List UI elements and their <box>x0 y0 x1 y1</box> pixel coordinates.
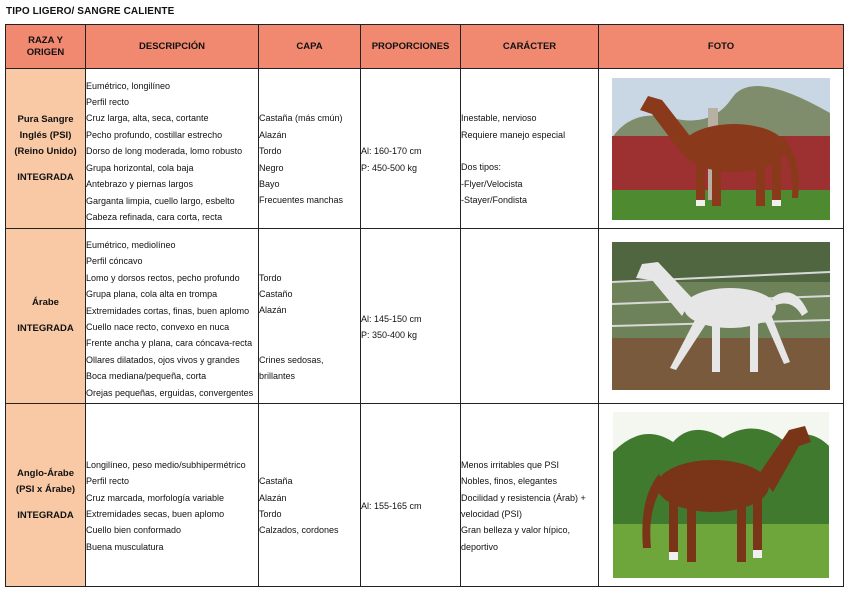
breed-name-line: Inglés (PSI) <box>19 129 72 141</box>
text-line: Castaña <box>259 476 293 487</box>
grey-arabian-horse-photo <box>612 242 830 390</box>
text-line: Requiere manejo especial <box>461 129 566 140</box>
text-line: Alazán <box>259 305 287 316</box>
capa-cell <box>259 69 361 229</box>
breed-name-line: Pura Sangre <box>17 113 74 125</box>
text-line: Lomo y dorsos rectos, pecho profundo <box>86 272 240 283</box>
chestnut-horse-photo <box>612 78 830 220</box>
status-label: INTEGRADA <box>17 323 74 334</box>
text-line: Tordo <box>259 146 282 157</box>
text-line: P: 450-500 kg <box>361 162 418 173</box>
text-line: Cruz larga, alta, seca, cortante <box>86 113 209 124</box>
text-line: P: 350-400 kg <box>361 330 418 340</box>
text-line: Tordo <box>259 509 282 519</box>
text-line: Alazán <box>259 129 287 140</box>
capa-cell <box>259 229 361 404</box>
text-line: Bayo <box>259 178 280 189</box>
text-line: Grupa horizontal, cola baja <box>86 162 194 173</box>
text-line: Cuello bien conformado <box>86 525 182 536</box>
text-line: Boca mediana/pequeña, corta <box>86 371 207 382</box>
text-line: Dorso de long moderada, lomo robusto <box>86 146 243 157</box>
text-line: Alazán <box>259 492 287 503</box>
text-line: Docilidad y resistencia (Árab) + <box>461 492 586 503</box>
text-line: Frente ancha y plana, cara cóncava-recta <box>86 338 253 349</box>
text-line: Cabeza refinada, cara corta, recta <box>86 211 223 222</box>
text-line: Orejas pequeñas, erguidas, convergentes <box>86 387 254 398</box>
breed-name-line: Anglo-Árabe <box>17 468 74 479</box>
text-line: Tordo <box>259 272 282 283</box>
descripcion-cell <box>86 404 259 587</box>
breed-name-line: Árabe <box>32 297 59 308</box>
text-line: Calzados, cordones <box>259 525 339 536</box>
text-line: -Stayer/Fondista <box>461 195 528 206</box>
breed-cell <box>6 69 86 229</box>
text-line: Cruz marcada, morfología variable <box>86 492 225 503</box>
text-line: Pecho profundo, costillar estrecho <box>86 129 223 140</box>
breed-cell <box>6 404 86 587</box>
text-line: Crines sedosas, <box>259 354 324 365</box>
text-line: Inestable, nervioso <box>461 113 537 124</box>
text-line: Frecuentes manchas <box>259 195 344 206</box>
text-line: velocidad (PSI) <box>461 509 523 519</box>
caracter-cell <box>461 404 599 587</box>
header-caracter: CARÁCTER <box>461 25 599 69</box>
breed-name-line: (PSI x Árabe) <box>15 484 76 495</box>
text-line: -Flyer/Velocista <box>461 178 523 189</box>
text-line: Perfil recto <box>86 476 130 487</box>
text-line: Perfil recto <box>86 97 130 108</box>
breed-name-line: (Reino Unido) <box>14 145 77 157</box>
text-line: Garganta limpia, cuello largo, esbelto <box>86 195 235 206</box>
photo-cell <box>599 404 844 587</box>
text-line: brillantes <box>259 371 296 381</box>
text-line: Eumétrico, mediolíneo <box>86 239 176 250</box>
table-row <box>6 404 844 587</box>
text-line: Extremidades cortas, finas, buen aplomo <box>86 305 250 316</box>
text-line: Cuello nace recto, convexo en nuca <box>86 322 230 332</box>
header-foto: FOTO <box>599 25 844 69</box>
proporciones-cell <box>361 404 461 587</box>
header-raza: RAZA Y ORIGEN <box>6 25 86 69</box>
text-line: Eumétrico, longilíneo <box>86 80 171 91</box>
proporciones-cell <box>361 69 461 229</box>
breed-table <box>5 24 844 587</box>
text-line: Longilíneo, peso medio/subhipermétrico <box>86 459 246 470</box>
table-row <box>6 69 844 229</box>
page-title: TIPO LIGERO/ SANGRE CALIENTE <box>6 6 175 17</box>
text-line: Dos tipos: <box>461 162 502 173</box>
text-line: Al: 155-165 cm <box>361 500 422 511</box>
text-line: Negro <box>259 162 284 173</box>
proporciones-cell <box>361 229 461 404</box>
header-proporciones: PROPORCIONES <box>361 25 461 69</box>
text-line: Al: 145-150 cm <box>361 313 422 324</box>
photo-cell <box>599 229 844 404</box>
header-capa: CAPA <box>259 25 361 69</box>
caracter-cell <box>461 229 599 404</box>
text-line: deportivo <box>461 541 499 552</box>
photo-cell <box>599 69 844 229</box>
text-line: Al: 160-170 cm <box>361 146 422 157</box>
text-line: Extremidades secas, buen aplomo <box>86 509 225 519</box>
status-label: INTEGRADA <box>17 510 74 521</box>
text-line: Perfil cóncavo <box>86 256 143 267</box>
capa-cell <box>259 404 361 587</box>
text-line: Castaño <box>259 289 293 299</box>
breed-cell <box>6 229 86 404</box>
text-line: Nobles, finos, elegantes <box>461 476 558 487</box>
text-line: Antebrazo y piernas largos <box>86 179 194 190</box>
caracter-cell <box>461 69 599 229</box>
text-line: Gran belleza y valor hípico, <box>461 525 571 536</box>
bay-anglo-arab-horse-photo <box>613 412 829 578</box>
text-line: Grupa plana, cola alta en trompa <box>86 289 218 300</box>
text-line: Castaña (más cmún) <box>259 113 343 124</box>
header-descripcion: DESCRIPCIÓN <box>86 25 259 69</box>
table-row <box>6 229 844 404</box>
descripcion-cell <box>86 229 259 404</box>
status-label: INTEGRADA <box>17 171 74 183</box>
text-line: Ollares dilatados, ojos vivos y grandes <box>86 354 240 365</box>
descripcion-cell <box>86 69 259 229</box>
text-line: Buena musculatura <box>86 541 164 552</box>
text-line: Menos irritables que PSI <box>461 459 560 470</box>
